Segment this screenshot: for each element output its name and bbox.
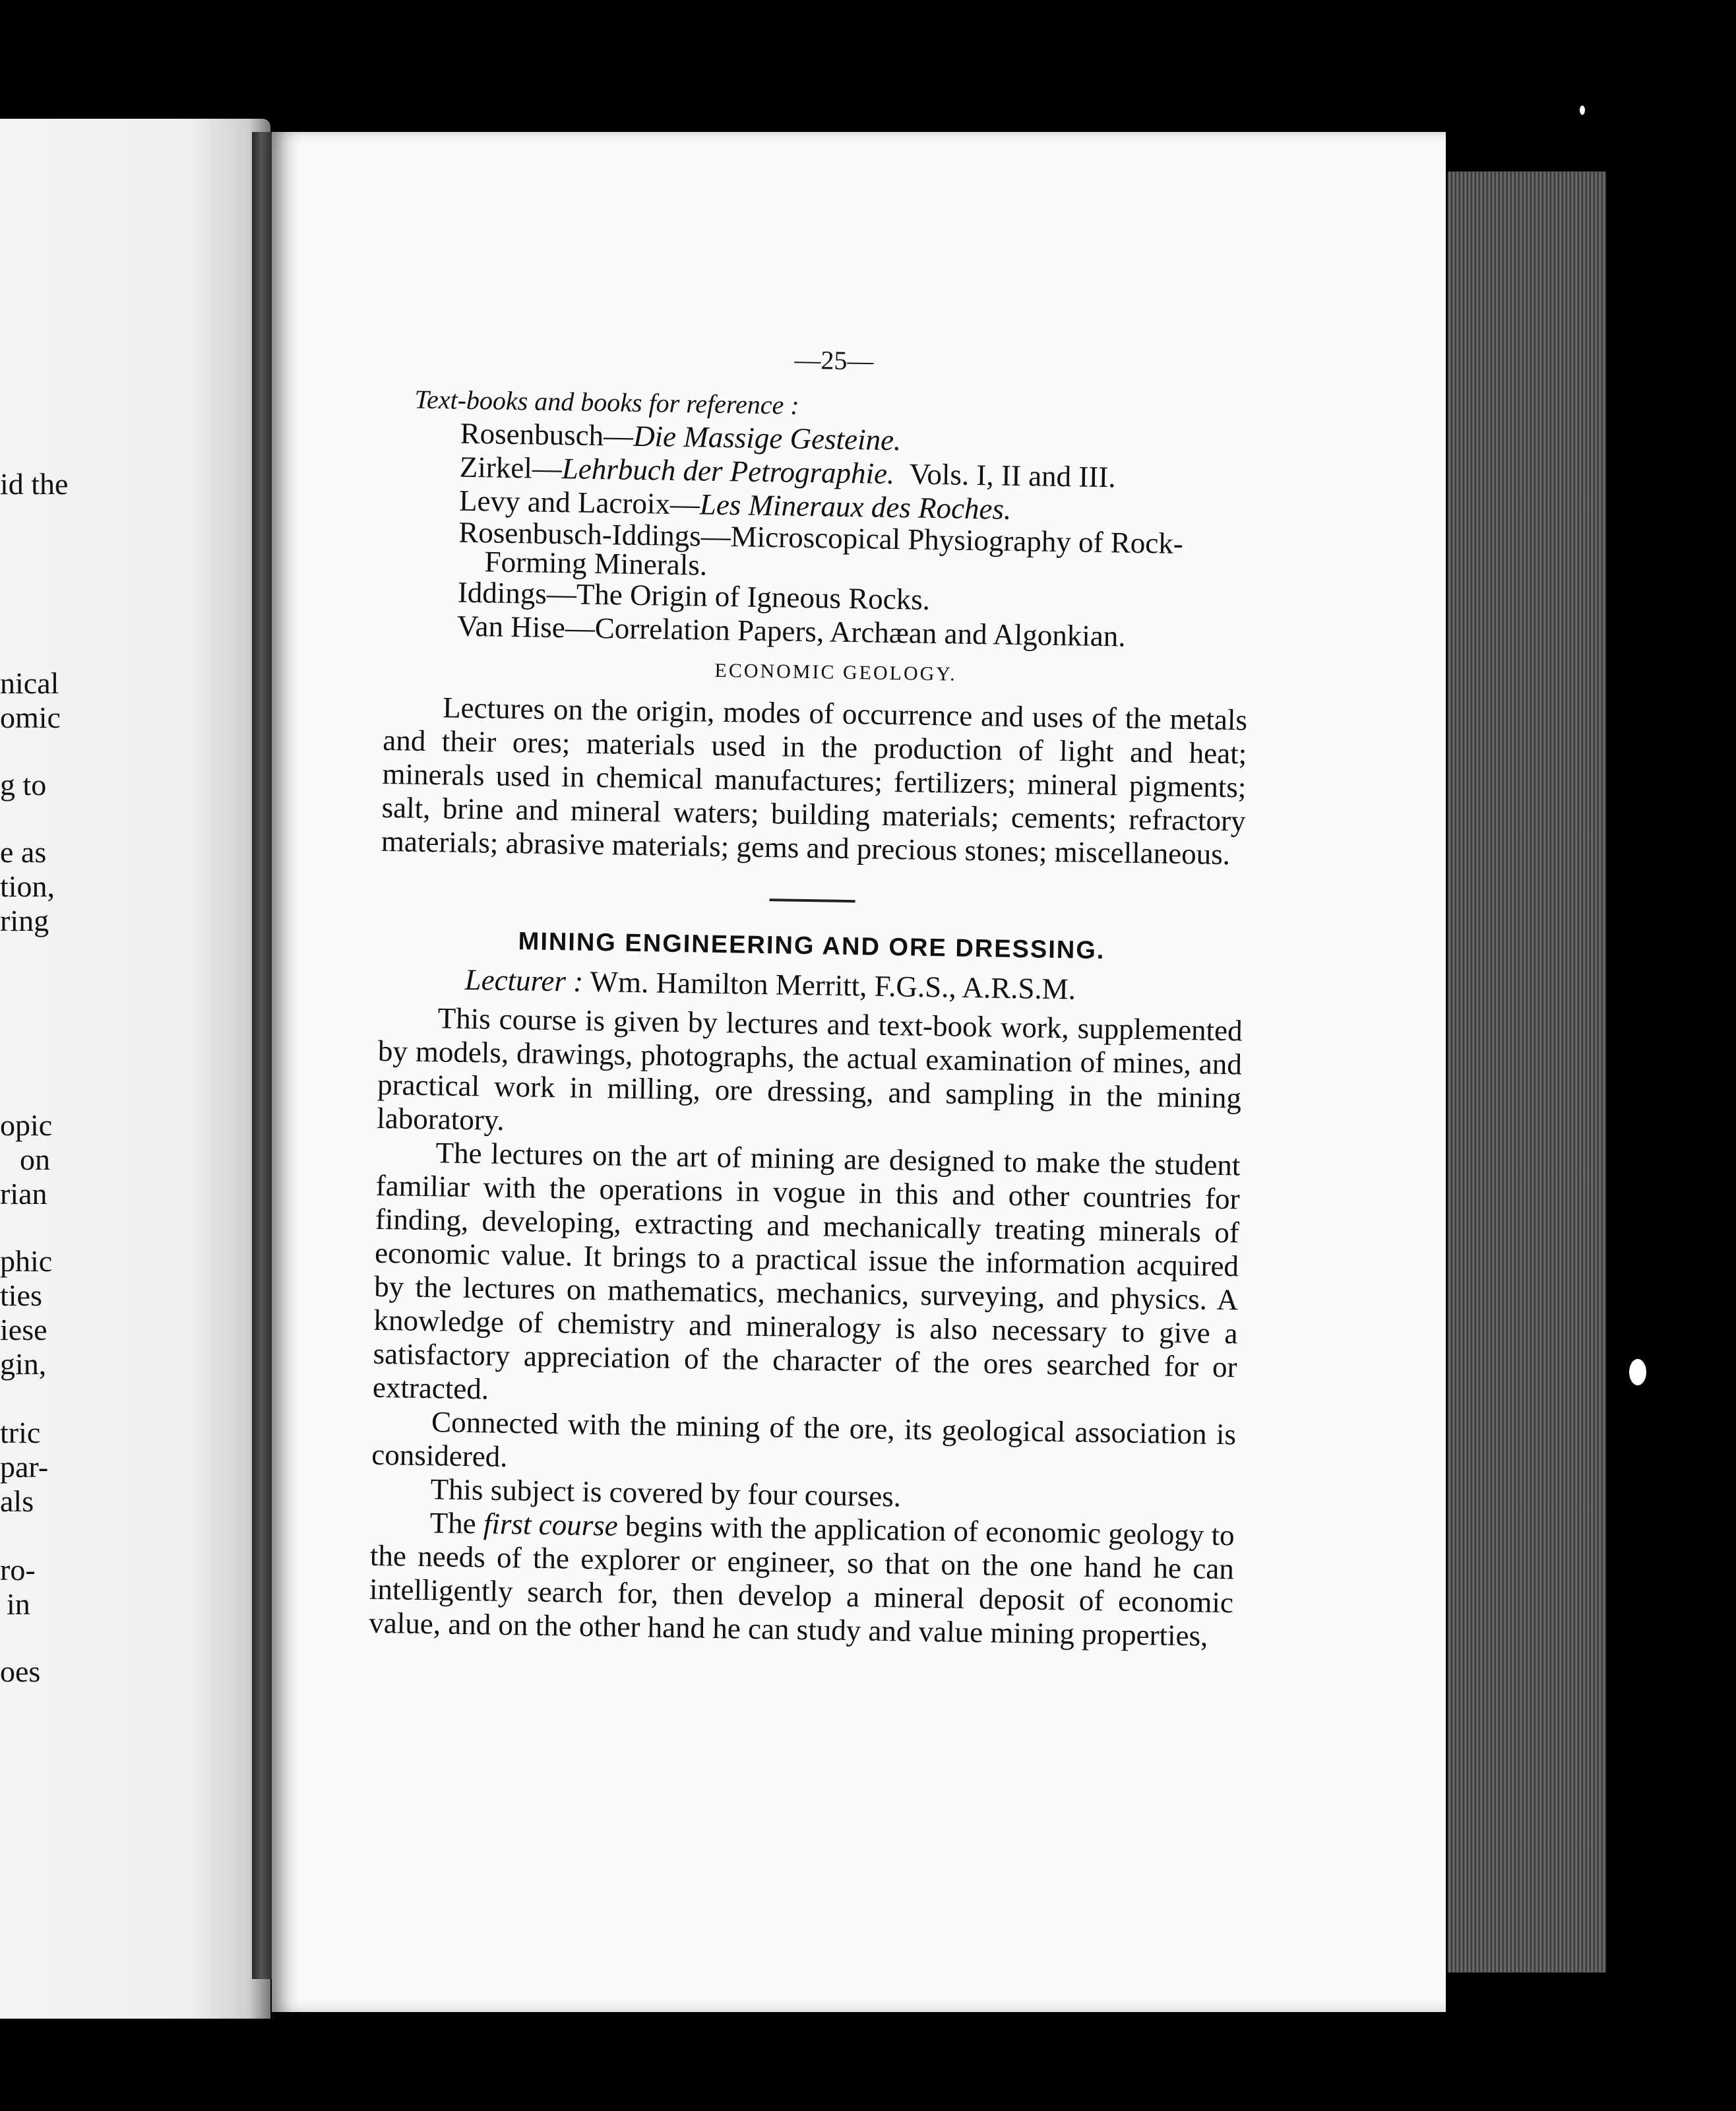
left-text-fragment: on — [20, 1143, 50, 1176]
left-text-fragment: omic — [0, 701, 61, 734]
economic-geology-heading: ECONOMIC GEOLOGY. — [714, 659, 957, 685]
page-edges — [1448, 172, 1606, 1972]
left-text-fragment: id the — [0, 467, 69, 501]
section-divider — [770, 898, 855, 902]
reference-author: Zirkel— — [459, 450, 563, 486]
reference-author: Iddings—The Origin of Igneous Rocks. — [457, 575, 931, 616]
mining-heading: MINING ENGINEERING AND ORE DRESSING. — [518, 928, 1105, 965]
left-text-fragment: oes — [0, 1654, 41, 1688]
left-text-fragment: tion, — [0, 869, 55, 903]
reference-author: Rosenbusch-Iddings—Microscopical Physiography of Rock-Forming Minerals. — [458, 515, 1184, 582]
left-text-fragment: e as — [0, 835, 47, 869]
mining-paragraph: This course is given by lectures and text-book work, supplemented by models, drawings, photographs, the actual examination of mines, and practical work in milling, ore dressing, and sampling in the mining laboratory. — [376, 1001, 1243, 1137]
reference-author: Van Hise—Correlation Papers, Archæan and Algonkian. — [456, 609, 1126, 653]
lecturer-line — [464, 963, 1243, 1009]
reference-author: Rosenbusch— — [460, 416, 634, 453]
left-text-fragment: nical — [0, 666, 59, 700]
left-text-fragment: gin, — [0, 1347, 47, 1381]
page-number: —25— — [794, 344, 874, 376]
left-text-fragment: opic — [0, 1108, 53, 1142]
economic-geology-text: Lectures on the origin, modes of occurrence and uses of the metals and their ores; materials used in the production of light and heat; minerals used in chemical manufactures; fertilizers; mineral pigments; salt, brine and mineral waters; building materials; cements; refractory materials; abrasive materials; gems and precious stones; miscellaneous. — [381, 691, 1248, 871]
last-para-rest: begins with the application of economic geology to the needs of the explorer or engineer, so that on the one hand he can intelligently search for, then develop a mineral deposit of economic value, and on the other hand he can study and value mining properties, — [368, 1509, 1235, 1653]
left-text-fragment: als — [0, 1484, 34, 1518]
left-text-fragment: ro- — [0, 1553, 36, 1587]
mining-paragraph: Connected with the mining of the ore, its geological association is considered. — [371, 1405, 1237, 1474]
reference-title: Die Massige Gesteine. — [633, 419, 902, 457]
reference-author: Levy and Lacroix— — [458, 484, 700, 521]
reference-title: Lehrbuch der Petrographie. — [561, 452, 895, 491]
left-text-fragment: par- — [0, 1450, 49, 1484]
left-text-fragment: in — [7, 1587, 30, 1621]
reference-extra: Vols. I, II and III. — [909, 457, 1117, 494]
left-text-fragment: iese — [0, 1313, 47, 1346]
left-text-fragment: rian — [0, 1177, 47, 1211]
mining-paragraph: The lectures on the art of mining are designed to make the student familiar with the operations in vogue in this and other countries for finding, developing, extracting and mechanically treating minerals of economic value. It brings to a practical issue the information acquired by the lectures on mathematics, mechanics, surveying, and physics. A knowledge of chemistry and mineralogy is also necessary to give a satisfactory appreciation of the character of the ores searched for or extracted. — [372, 1136, 1241, 1406]
left-text-fragment: phic — [0, 1244, 53, 1278]
left-text-fragment: g to — [0, 768, 47, 802]
left-page — [0, 119, 270, 2019]
left-text-fragment: tric — [0, 1416, 41, 1449]
first-course-emphasis: first course — [483, 1507, 619, 1542]
lecturer-name: Wm. Hamilton Merritt, F.G.S., A.R.S.M. — [590, 964, 1076, 1006]
left-text-fragment: ties — [0, 1278, 42, 1312]
reference-title: Les Mineraux des Roches. — [699, 488, 1012, 526]
page-content — [369, 336, 1253, 1653]
scan-speck — [1629, 1359, 1646, 1385]
textbooks-heading: Text-books and books for reference : — [414, 384, 799, 420]
mining-paragraph: This subject is covered by four courses. — [430, 1472, 902, 1513]
mining-paragraph-last — [369, 1505, 1235, 1654]
scan-speck — [1580, 106, 1585, 115]
lecturer-label: Lecturer : — [464, 962, 584, 998]
left-text-fragment: ring — [0, 904, 49, 937]
last-para-prefix: The — [429, 1506, 477, 1540]
